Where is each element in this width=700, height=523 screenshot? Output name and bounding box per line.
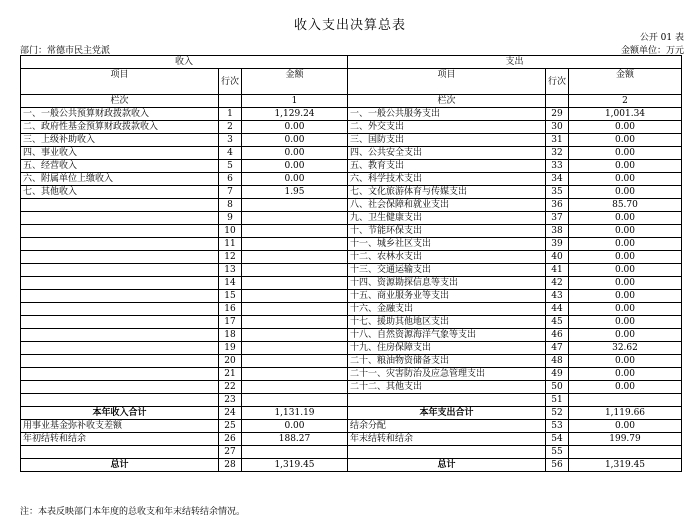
income-amount-cell (242, 264, 348, 277)
income-row-no-cell: 24 (219, 407, 242, 420)
expense-row-no-cell: 45 (546, 316, 569, 329)
expense-amount-cell: 0.00 (569, 420, 682, 433)
expense-row-no-cell: 49 (546, 368, 569, 381)
page-title: 收入支出决算总表 (293, 18, 406, 33)
table-row (21, 303, 682, 316)
expense-amount-cell: 0.00 (569, 277, 682, 290)
income-item-cell (21, 381, 219, 394)
expense-amount-cell: 1,119.66 (569, 407, 682, 420)
income-amount-cell: 1,131.19 (242, 407, 348, 420)
expense-item-cell: 二十、粮油物资储备支出 (348, 355, 546, 368)
expense-amount-cell: 0.00 (569, 225, 682, 238)
expense-row-no-cell: 53 (546, 420, 569, 433)
income-item-cell: 四、事业收入 (21, 147, 219, 160)
income-item-cell: 三、上级补助收入 (21, 134, 219, 147)
income-row-no-cell: 27 (219, 446, 242, 459)
expense-column-label: 栏次 (348, 95, 546, 108)
expense-row-no-cell: 54 (546, 433, 569, 446)
expense-item-cell: 十九、住房保障支出 (348, 342, 546, 355)
expense-amount-cell: 0.00 (569, 134, 682, 147)
expense-amount-cell: 1,001.34 (569, 108, 682, 121)
table-row (21, 342, 682, 355)
expense-row-no-cell: 52 (546, 407, 569, 420)
expense-item-cell: 十四、资源勘探信息等支出 (348, 277, 546, 290)
income-amount-cell (242, 394, 348, 407)
expense-amount-cell: 0.00 (569, 303, 682, 316)
income-item-cell (21, 342, 219, 355)
expense-item-cell: 七、文化旅游体育与传媒支出 (348, 186, 546, 199)
expense-row-no-cell: 32 (546, 147, 569, 160)
income-item-cell: 七、其他收入 (21, 186, 219, 199)
expense-item-cell: 一、一般公共服务支出 (348, 108, 546, 121)
income-amount-cell: 1,129.24 (242, 108, 348, 121)
expense-item-cell: 十六、金融支出 (348, 303, 546, 316)
income-amount-cell: 1.95 (242, 186, 348, 199)
expense-row-no-cell: 43 (546, 290, 569, 303)
expense-amount-cell: 199.79 (569, 433, 682, 446)
income-amount-cell (242, 277, 348, 290)
expense-amount-cell: 0.00 (569, 264, 682, 277)
table-row (21, 134, 682, 147)
income-row-no-cell: 7 (219, 186, 242, 199)
table-row (21, 394, 682, 407)
expense-row-no-cell: 56 (546, 459, 569, 472)
expense-amount-cell: 0.00 (569, 368, 682, 381)
income-item-cell: 五、经营收入 (21, 160, 219, 173)
expense-row-no-cell: 48 (546, 355, 569, 368)
income-row-no-cell: 16 (219, 303, 242, 316)
income-item-cell: 一、一般公共预算财政拨款收入 (21, 108, 219, 121)
expense-amount-header: 金额 (569, 69, 682, 95)
expense-item-cell: 十五、商业服务业等支出 (348, 290, 546, 303)
income-item-cell (21, 394, 219, 407)
income-row-no-cell: 21 (219, 368, 242, 381)
expense-amount-cell: 0.00 (569, 173, 682, 186)
table-row (21, 433, 682, 446)
income-amount-cell (242, 290, 348, 303)
expense-column-label-blank (546, 95, 569, 108)
expense-row-no-cell: 37 (546, 212, 569, 225)
table-row (21, 186, 682, 199)
income-amount-cell (242, 446, 348, 459)
income-row-no-cell: 6 (219, 173, 242, 186)
expense-amount-cell: 0.00 (569, 381, 682, 394)
table-row (21, 407, 682, 420)
income-amount-cell: 0.00 (242, 173, 348, 186)
income-column-number: 1 (242, 95, 348, 108)
expense-item-cell: 六、科学技术支出 (348, 173, 546, 186)
income-item-cell (21, 277, 219, 290)
table-row (21, 446, 682, 459)
table-row (21, 160, 682, 173)
expense-item-cell: 结余分配 (348, 420, 546, 433)
expense-amount-cell: 85.70 (569, 199, 682, 212)
income-amount-cell (242, 368, 348, 381)
department-label: 部门：常德市民主党派 (20, 46, 111, 56)
income-row-no-cell: 1 (219, 108, 242, 121)
income-amount-cell (242, 381, 348, 394)
form-number: 公开 01 表 (639, 33, 684, 43)
expense-row-no-cell: 34 (546, 173, 569, 186)
income-amount-cell (242, 303, 348, 316)
expense-row-no-header: 行次 (546, 69, 569, 95)
expense-amount-cell: 0.00 (569, 212, 682, 225)
income-item-cell (21, 446, 219, 459)
expense-item-cell: 九、卫生健康支出 (348, 212, 546, 225)
expense-amount-cell: 0.00 (569, 147, 682, 160)
table-row (21, 420, 682, 433)
table-row (21, 199, 682, 212)
income-amount-cell: 0.00 (242, 147, 348, 160)
expense-row-no-cell: 42 (546, 277, 569, 290)
income-item-cell: 本年收入合计 (21, 407, 219, 420)
expense-item-cell: 十三、交通运输支出 (348, 264, 546, 277)
income-amount-header: 金额 (242, 69, 348, 95)
expense-row-no-cell: 29 (546, 108, 569, 121)
income-amount-cell: 0.00 (242, 134, 348, 147)
expense-column-number: 2 (569, 95, 682, 108)
income-amount-cell (242, 225, 348, 238)
income-item-cell (21, 290, 219, 303)
income-amount-cell (242, 199, 348, 212)
column-label-row (21, 95, 682, 108)
table-row (21, 108, 682, 121)
income-amount-cell (242, 212, 348, 225)
income-amount-cell: 188.27 (242, 433, 348, 446)
income-item-cell (21, 355, 219, 368)
expense-item-cell: 二、外交支出 (348, 121, 546, 134)
expense-row-no-cell: 31 (546, 134, 569, 147)
expense-item-cell: 年末结转和结余 (348, 433, 546, 446)
income-row-no-header: 行次 (219, 69, 242, 95)
income-amount-cell (242, 316, 348, 329)
unit-label: 金额单位：万元 (620, 46, 684, 56)
table-row (21, 316, 682, 329)
income-row-no-cell: 23 (219, 394, 242, 407)
income-item-cell (21, 329, 219, 342)
expense-item-cell: 十一、城乡社区支出 (348, 238, 546, 251)
table-row (21, 147, 682, 160)
income-amount-cell: 0.00 (242, 420, 348, 433)
expense-item-cell: 二十一、灾害防治及应急管理支出 (348, 368, 546, 381)
expense-item-cell: 五、教育支出 (348, 160, 546, 173)
expense-row-no-cell: 39 (546, 238, 569, 251)
income-row-no-cell: 15 (219, 290, 242, 303)
expense-amount-cell: 0.00 (569, 329, 682, 342)
income-row-no-cell: 17 (219, 316, 242, 329)
table-row (21, 381, 682, 394)
income-column-label-blank (219, 95, 242, 108)
expense-item-cell: 十七、援助其他地区支出 (348, 316, 546, 329)
income-row-no-cell: 3 (219, 134, 242, 147)
table-row (21, 238, 682, 251)
expense-item-cell: 总计 (348, 459, 546, 472)
expense-amount-cell: 0.00 (569, 160, 682, 173)
expense-item-cell: 四、公共安全支出 (348, 147, 546, 160)
table-row (21, 355, 682, 368)
expense-row-no-cell: 50 (546, 381, 569, 394)
expense-amount-cell: 0.00 (569, 186, 682, 199)
expense-item-cell: 十八、自然资源海洋气象等支出 (348, 329, 546, 342)
expense-item-cell: 十二、农林水支出 (348, 251, 546, 264)
income-item-cell (21, 264, 219, 277)
expense-amount-cell (569, 446, 682, 459)
income-row-no-cell: 20 (219, 355, 242, 368)
income-row-no-cell: 12 (219, 251, 242, 264)
table-body (21, 56, 682, 472)
income-row-no-cell: 28 (219, 459, 242, 472)
expense-row-no-cell: 40 (546, 251, 569, 264)
expense-item-cell: 八、社会保障和就业支出 (348, 199, 546, 212)
expense-row-no-cell: 30 (546, 121, 569, 134)
income-row-no-cell: 22 (219, 381, 242, 394)
income-column-label: 栏次 (21, 95, 219, 108)
expense-amount-cell: 0.00 (569, 355, 682, 368)
expense-row-no-cell: 46 (546, 329, 569, 342)
expense-row-no-cell: 36 (546, 199, 569, 212)
income-section-header: 收入 (21, 56, 348, 69)
table-row (21, 329, 682, 342)
income-item-cell: 六、附属单位上缴收入 (21, 173, 219, 186)
income-item-cell (21, 238, 219, 251)
income-item-cell (21, 368, 219, 381)
expense-amount-cell: 0.00 (569, 121, 682, 134)
income-amount-cell (242, 329, 348, 342)
table-row (21, 290, 682, 303)
income-item-cell (21, 251, 219, 264)
income-amount-cell: 0.00 (242, 160, 348, 173)
column-header-row (21, 69, 682, 95)
income-item-cell: 用事业基金弥补收支差额 (21, 420, 219, 433)
income-expense-table (20, 55, 682, 472)
table-row (21, 368, 682, 381)
expense-row-no-cell: 41 (546, 264, 569, 277)
expense-row-no-cell: 55 (546, 446, 569, 459)
expense-row-no-cell: 33 (546, 160, 569, 173)
table-row (21, 173, 682, 186)
income-row-no-cell: 4 (219, 147, 242, 160)
table-row (21, 251, 682, 264)
expense-amount-cell: 0.00 (569, 251, 682, 264)
income-row-no-cell: 11 (219, 238, 242, 251)
income-item-cell (21, 303, 219, 316)
table-row (21, 212, 682, 225)
income-row-no-cell: 18 (219, 329, 242, 342)
table-row (21, 264, 682, 277)
table-row (21, 225, 682, 238)
expense-amount-cell: 0.00 (569, 238, 682, 251)
expense-item-cell: 本年支出合计 (348, 407, 546, 420)
expense-item-cell: 二十二、其他支出 (348, 381, 546, 394)
income-item-cell: 二、政府性基金预算财政拨款收入 (21, 121, 219, 134)
section-header-row (21, 56, 682, 69)
income-item-cell: 年初结转和结余 (21, 433, 219, 446)
income-amount-cell (242, 251, 348, 264)
expense-amount-cell: 0.00 (569, 290, 682, 303)
income-row-no-cell: 9 (219, 212, 242, 225)
expense-item-cell: 十、节能环保支出 (348, 225, 546, 238)
expense-amount-cell (569, 394, 682, 407)
income-item-cell (21, 316, 219, 329)
expense-item-cell (348, 446, 546, 459)
income-amount-cell (242, 238, 348, 251)
expense-item-cell: 三、国防支出 (348, 134, 546, 147)
footnote: 注：本表反映部门本年度的总收支和年末结转结余情况。 (20, 507, 246, 517)
income-row-no-cell: 2 (219, 121, 242, 134)
expense-amount-cell: 1,319.45 (569, 459, 682, 472)
income-item-header: 项目 (21, 69, 219, 95)
income-amount-cell: 0.00 (242, 121, 348, 134)
expense-item-cell (348, 394, 546, 407)
table-row (21, 277, 682, 290)
expense-amount-cell: 0.00 (569, 316, 682, 329)
expense-row-no-cell: 47 (546, 342, 569, 355)
expense-row-no-cell: 38 (546, 225, 569, 238)
expense-row-no-cell: 51 (546, 394, 569, 407)
expense-row-no-cell: 44 (546, 303, 569, 316)
income-row-no-cell: 14 (219, 277, 242, 290)
income-row-no-cell: 26 (219, 433, 242, 446)
table-row (21, 121, 682, 134)
expense-section-header: 支出 (348, 56, 682, 69)
expense-row-no-cell: 35 (546, 186, 569, 199)
income-item-cell (21, 199, 219, 212)
income-item-cell: 总计 (21, 459, 219, 472)
income-amount-cell: 1,319.45 (242, 459, 348, 472)
income-row-no-cell: 5 (219, 160, 242, 173)
income-item-cell (21, 225, 219, 238)
income-row-no-cell: 13 (219, 264, 242, 277)
income-row-no-cell: 19 (219, 342, 242, 355)
income-row-no-cell: 8 (219, 199, 242, 212)
income-row-no-cell: 10 (219, 225, 242, 238)
income-amount-cell (242, 342, 348, 355)
income-row-no-cell: 25 (219, 420, 242, 433)
income-item-cell (21, 212, 219, 225)
income-amount-cell (242, 355, 348, 368)
expense-amount-cell: 32.62 (569, 342, 682, 355)
expense-item-header: 项目 (348, 69, 546, 95)
table-row (21, 459, 682, 472)
